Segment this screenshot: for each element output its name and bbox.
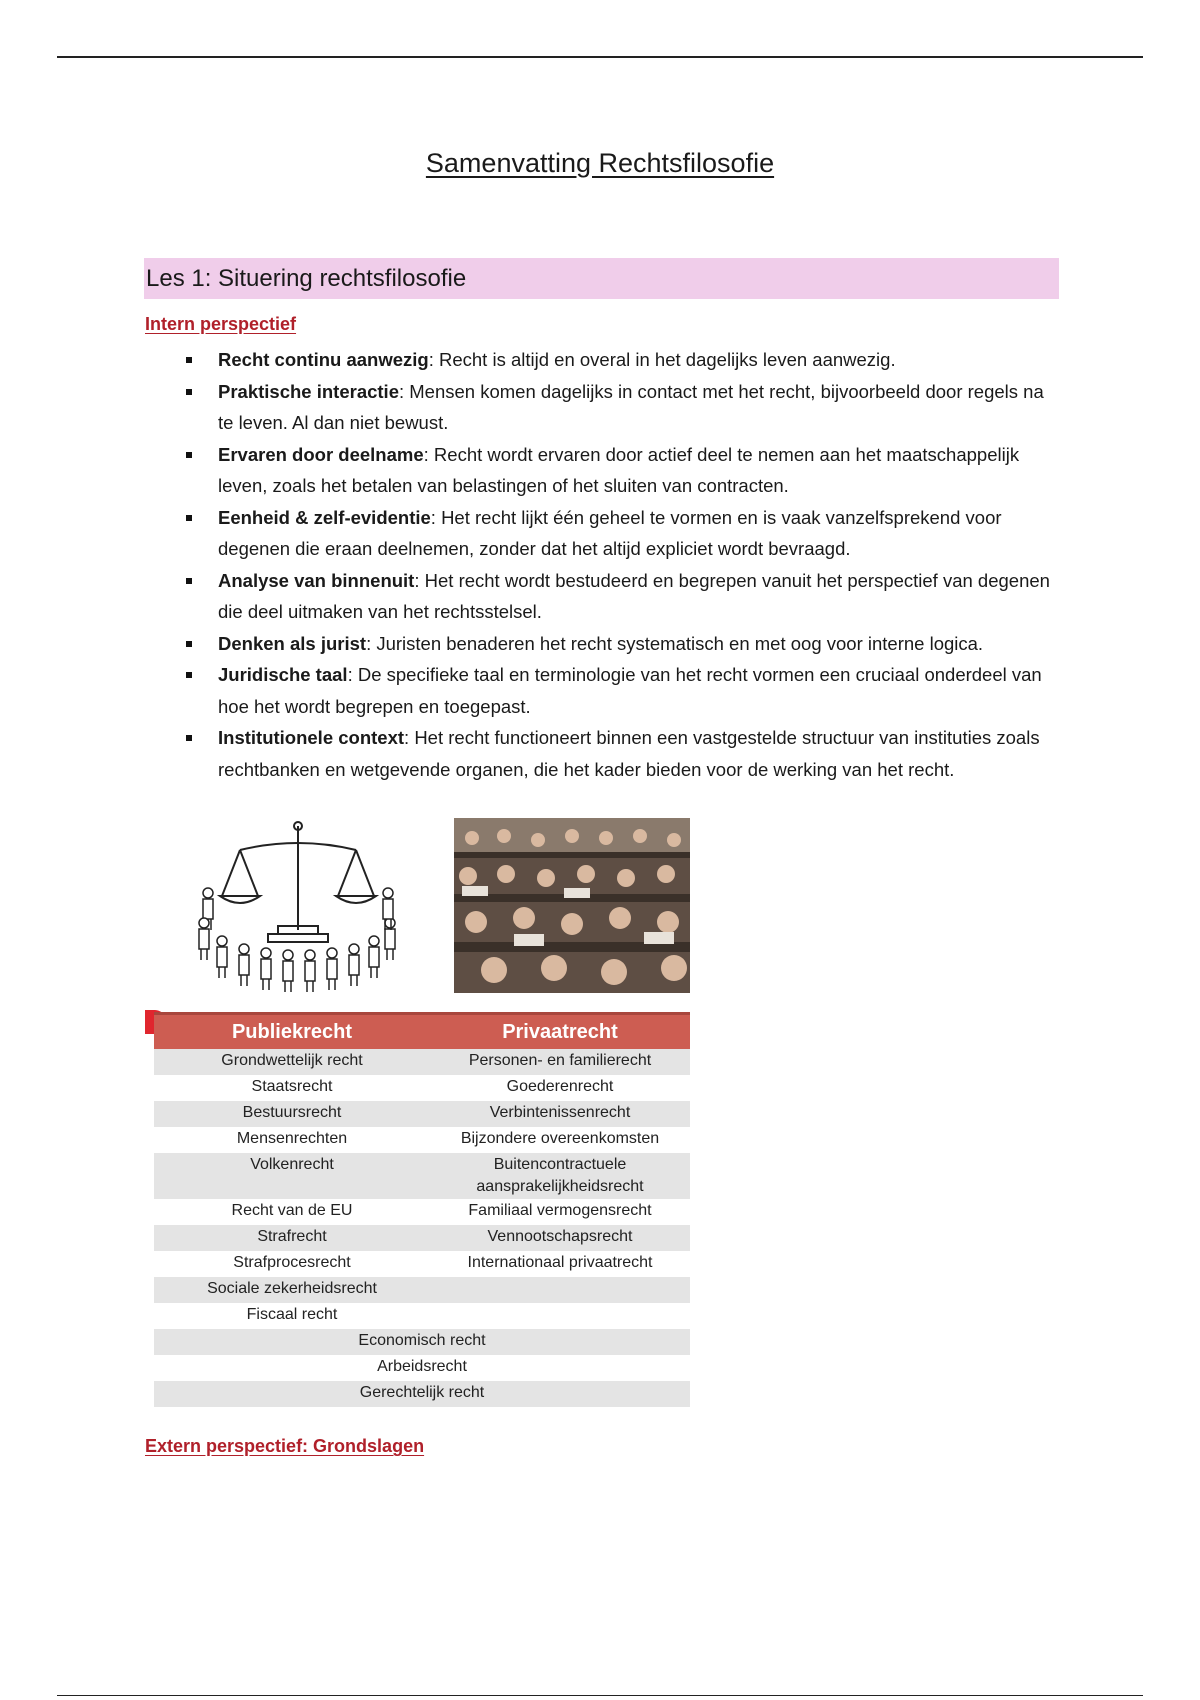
bullet-term: Juridische taal <box>218 664 348 685</box>
scales-of-justice-icon <box>180 818 416 993</box>
bullet-term: Ervaren door deelname <box>218 443 424 465</box>
table-cell: Volkenrecht <box>154 1153 430 1199</box>
table-cell: Verbintenissenrecht <box>430 1101 690 1127</box>
table-cell: Sociale zekerheidsrecht <box>154 1277 430 1303</box>
table-row-shared <box>154 1329 690 1355</box>
bullet-term: Praktische interactie <box>218 380 399 402</box>
bullet-square-icon <box>186 389 192 395</box>
document-title: Samenvatting Rechtsfilosofie <box>425 148 775 178</box>
bullet-item <box>183 502 1063 565</box>
bullet-text: : Recht wordt ervaren door actief deel te nemen aan het maatschappelijk leven, zoals het betalen van belastingen of het sluiten van contracten. <box>218 443 1020 496</box>
table-cell-shared: Gerechtelijk recht <box>154 1381 690 1407</box>
bullet-item <box>183 722 1063 785</box>
table-cell: Grondwettelijk recht <box>154 1049 430 1075</box>
table-cell: Vennootschapsrecht <box>430 1225 690 1251</box>
table-cell: Fiscaal recht <box>246 1306 338 1323</box>
bullet-square-icon <box>186 452 192 458</box>
bullet-square-icon <box>186 515 192 521</box>
column-header-publiekrecht: Publiekrecht <box>154 1014 430 1050</box>
bullet-text: : Het recht lijkt één geheel te vormen en is vaak vanzelfsprekend voor degenen die eraan deelnemen, zonder dat het altijd expliciet wordt bevraagd. <box>218 506 1002 559</box>
law-domains-table <box>154 1012 690 1407</box>
table-cell: Bestuursrecht <box>154 1101 430 1127</box>
bullet-text: : Recht is altijd en overal in het dagelijks leven aanwezig. <box>428 349 896 370</box>
table-cell <box>430 1303 690 1329</box>
table-cell: Internationaal privaatrecht <box>467 1254 653 1271</box>
bullet-text: : Het recht wordt bestudeerd en begrepen vanuit het perspectief van degenen die deel uitmaken van het rechtsstelsel. <box>218 569 1050 622</box>
bullet-term: Denken als jurist <box>218 632 367 654</box>
bullet-list <box>183 344 1063 785</box>
bullet-term: Recht continu aanwezig <box>218 349 429 370</box>
table-row <box>154 1049 690 1075</box>
table-cell: Mensenrechten <box>236 1130 348 1147</box>
table-row-shared <box>154 1355 690 1381</box>
bullet-item <box>183 344 1063 376</box>
table-cell <box>430 1277 690 1303</box>
subheading-intern-perspectief: Intern perspectief <box>145 314 297 334</box>
table-cell-shared: Economisch recht <box>154 1329 690 1355</box>
bullet-text: : De specifieke taal en terminologie van het recht vormen een cruciaal onderdeel van hoe het wordt begrepen en toegepast. <box>218 664 1042 717</box>
bullet-item <box>183 439 1063 502</box>
bullet-square-icon <box>186 641 192 647</box>
table-cell: Buitencontractuele aansprakelijkheidsrecht <box>430 1153 690 1199</box>
table-cell: Recht van de EU <box>231 1202 353 1219</box>
table-row <box>154 1251 690 1277</box>
bullet-item <box>183 565 1063 628</box>
table-row <box>154 1277 690 1303</box>
bullet-text: : Juristen benaderen het recht systematisch en met oog voor interne logica. <box>366 632 984 654</box>
table-cell: Personen- en familierecht <box>430 1049 690 1075</box>
lecture-hall-photo <box>454 818 690 993</box>
table-cell: Bijzondere overeenkomsten <box>460 1130 660 1147</box>
bullet-term: Eenheid & zelf-evidentie <box>218 506 431 528</box>
table-row <box>154 1127 690 1153</box>
section-heading: Les 1: Situering rechtsfilosofie <box>144 258 1059 299</box>
table-row <box>154 1225 690 1251</box>
subheading-extern-perspectief: Extern perspectief: Grondslagen <box>145 1436 425 1456</box>
bullet-text: : Mensen komen dagelijks in contact met het recht, bijvoorbeeld door regels na te leven. Al dan niet bewust. <box>218 380 1044 433</box>
table-row <box>154 1101 690 1127</box>
students-photo-icon <box>454 818 690 993</box>
top-rule <box>57 56 1143 58</box>
bullet-square-icon <box>186 357 192 363</box>
bullet-term: Institutionele context <box>218 727 405 748</box>
table-cell: Goederenrecht <box>506 1078 614 1095</box>
bullet-item <box>183 628 1063 660</box>
bottom-rule <box>57 1695 1143 1696</box>
bullet-item <box>183 376 1063 439</box>
table-cell: Staatsrecht <box>251 1078 333 1095</box>
table-cell: Strafprocesrecht <box>233 1254 351 1271</box>
table-row-shared <box>154 1381 690 1407</box>
table-row <box>154 1303 690 1329</box>
table-row <box>154 1075 690 1101</box>
bullet-square-icon <box>186 578 192 584</box>
bullet-term: Analyse van binnenuit <box>218 569 415 591</box>
column-header-privaatrecht: Privaatrecht <box>430 1014 690 1050</box>
scales-of-justice-illustration <box>180 818 416 993</box>
bullet-square-icon <box>186 672 192 678</box>
table-header-row <box>154 1014 690 1050</box>
table-cell: Strafrecht <box>154 1225 430 1251</box>
bullet-item <box>183 659 1063 722</box>
table-row <box>154 1199 690 1225</box>
bullet-text: : Het recht functioneert binnen een vastgestelde structuur van instituties zoals rechtbanken en wetgevende organen, die het kader bieden voor de werking van het recht. <box>218 727 1040 780</box>
table-row <box>154 1153 690 1199</box>
table-cell: Familiaal vermogensrecht <box>468 1202 652 1219</box>
bullet-square-icon <box>186 735 192 741</box>
table-cell-shared: Arbeidsrecht <box>377 1358 467 1375</box>
